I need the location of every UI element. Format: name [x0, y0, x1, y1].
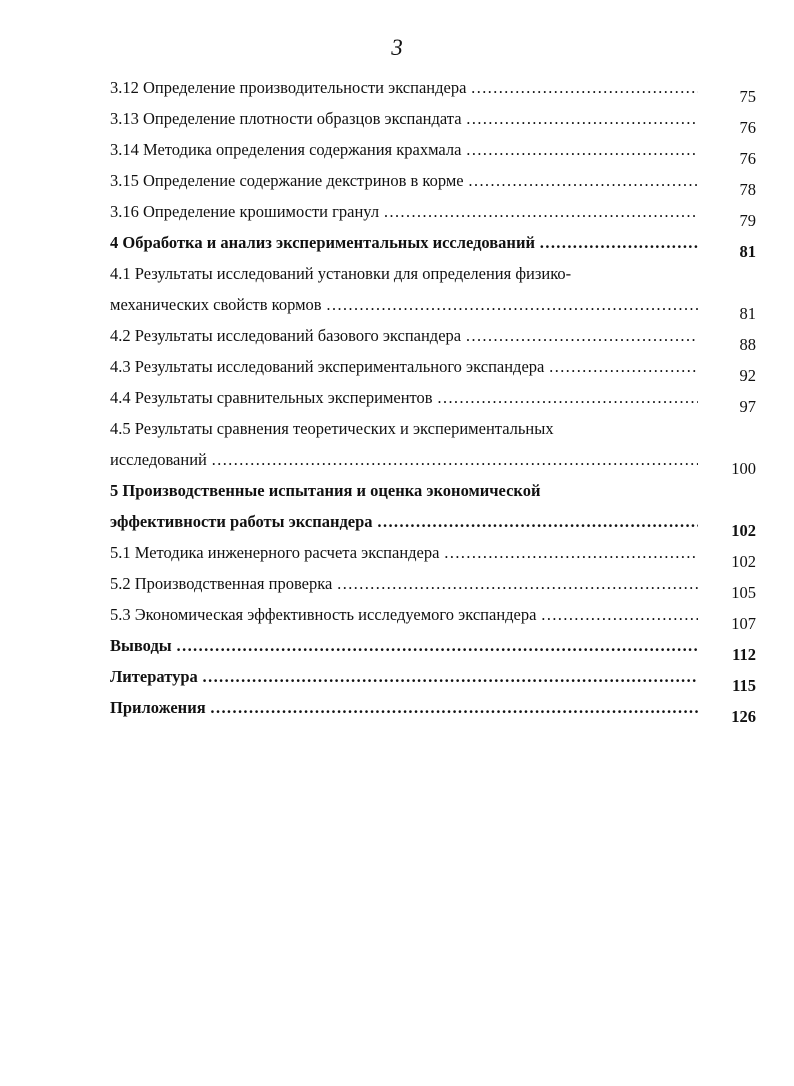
toc-entry [110, 355, 756, 386]
toc-entry [110, 696, 756, 727]
toc-entry-title: 4.4 Результаты сравнительных экспериментов …………………………………………………………………………………………………………………………………………………………………………… [110, 388, 698, 407]
toc-entry [110, 76, 756, 107]
toc-entry-title: исследований …………………………………………………………………………………………………………………………………………………………………………… [110, 450, 698, 469]
toc-entry-title: 5 Производственные испытания и оценка экономической [110, 481, 541, 500]
toc-entry-title: Выводы …………………………………………………………………………………………………………………………………………………………………………… [110, 636, 698, 655]
toc-entry-page: 112 [732, 645, 756, 664]
toc-entry-page: 107 [731, 614, 756, 633]
toc-entry-page: 102 [731, 552, 756, 571]
toc-entry [110, 448, 756, 479]
toc-entry-page: 81 [739, 242, 756, 261]
toc-entry-title: 3.16 Определение крошимости гранул …………………………………………………………………………………………………………………………………………………………………………… [110, 202, 698, 221]
toc-entry-title: Приложения …………………………………………………………………………………………………………………………………………………………………………… [110, 698, 698, 717]
toc-entry [110, 138, 756, 169]
toc-entry [110, 541, 756, 572]
table-of-contents [110, 76, 756, 727]
toc-entry [110, 200, 756, 231]
toc-entry-title: механических свойств кормов …………………………………………………………………………………………………………………………………………………………………………… [110, 295, 698, 314]
toc-entry [110, 324, 756, 355]
toc-entry-title: 3.12 Определение производительности экспандера …………………………………………………………………………………………………………………………………………………………………………… [110, 78, 698, 97]
toc-entry-page: 126 [731, 707, 756, 726]
toc-entry-title: 5.1 Методика инженерного расчета экспандера …………………………………………………………………………………………………………………………………………………………………………… [110, 543, 698, 562]
toc-entry-title: 3.15 Определение содержание декстринов в корме …………………………………………………………………………………………………………………………………………………………………………… [110, 171, 698, 190]
toc-entry-title: 5.3 Экономическая эффективность исследуемого экспандера …………………………………………………………………………………………………………………………………………………………………………… [110, 605, 698, 624]
toc-entry-title: 4.5 Результаты сравнения теоретических и экспериментальных [110, 419, 554, 438]
toc-entry-page: 78 [739, 180, 756, 199]
toc-entry-page: 102 [731, 521, 756, 540]
toc-entry [110, 386, 756, 417]
toc-entry-page: 76 [739, 118, 756, 137]
toc-entry [110, 262, 756, 293]
toc-entry [110, 572, 756, 603]
toc-entry-page: 75 [739, 87, 756, 106]
toc-entry-page: 100 [731, 459, 756, 478]
toc-entry-page: 88 [739, 335, 756, 354]
toc-entry-title: 4 Обработка и анализ экспериментальных исследований …………………………………………………………………………………………………………………………………………………………………………… [110, 233, 698, 252]
toc-entry [110, 417, 756, 448]
page-number: 3 [391, 35, 403, 60]
toc-entry-title: эффективности работы экспандера …………………………………………………………………………………………………………………………………………………………………………… [110, 512, 698, 531]
toc-entry [110, 293, 756, 324]
toc-entry [110, 231, 756, 262]
toc-entry-title: 4.3 Результаты исследований экспериментального экспандера …………………………………………………………………………………………………………………………………………………………………………… [110, 357, 698, 376]
toc-entry-page: 115 [732, 676, 756, 695]
toc-entry [110, 107, 756, 138]
toc-entry-title: 3.13 Определение плотности образцов экспандата …………………………………………………………………………………………………………………………………………………………………………… [110, 109, 698, 128]
toc-entry-title: Литература …………………………………………………………………………………………………………………………………………………………………………… [110, 667, 698, 686]
toc-entry-title: 3.14 Методика определения содержания крахмала …………………………………………………………………………………………………………………………………………………………………………… [110, 140, 698, 159]
toc-entry-title: 4.2 Результаты исследований базового экспандера …………………………………………………………………………………………………………………………………………………………………………… [110, 326, 698, 345]
toc-entry [110, 479, 756, 510]
toc-entry-page: 105 [731, 583, 756, 602]
toc-entry-page: 81 [739, 304, 756, 323]
toc-entry [110, 634, 756, 665]
toc-entry-title: 5.2 Производственная проверка …………………………………………………………………………………………………………………………………………………………………………… [110, 574, 698, 593]
toc-entry-title: 4.1 Результаты исследований установки для определения физико- [110, 264, 572, 283]
toc-entry-page: 92 [739, 366, 756, 385]
toc-entry-page: 79 [739, 211, 756, 230]
toc-entry-page: 76 [739, 149, 756, 168]
toc-entry [110, 510, 756, 541]
toc-entry [110, 665, 756, 696]
toc-entry-page: 97 [739, 397, 756, 416]
toc-entry [110, 603, 756, 634]
toc-entry [110, 169, 756, 200]
